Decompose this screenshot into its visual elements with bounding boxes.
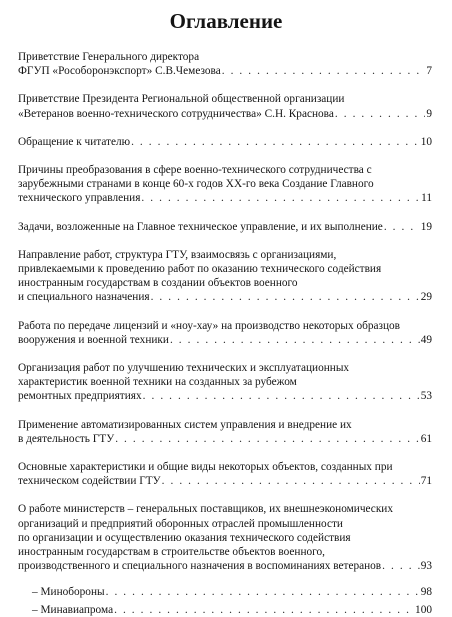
dot-leader [382, 559, 420, 573]
toc-entry-title: «Ветеранов военно-технического сотрудничества» С.Н. Краснова [18, 107, 334, 120]
toc-entry[interactable] [18, 92, 432, 120]
toc-entry-title: ФГУП «Рособоронэкспорт» С.В.Чемезова [18, 65, 221, 78]
toc-entry-title: в деятельность ГТУ [18, 432, 115, 445]
dot-leader [151, 290, 420, 304]
dot-leader [162, 474, 420, 488]
toc-page-number: 19 [420, 220, 432, 233]
toc-page-number: 53 [420, 390, 432, 403]
toc-entry[interactable] [18, 220, 432, 234]
toc-page-number: 9 [426, 107, 432, 120]
dot-leader [115, 432, 420, 446]
toc-entry-line: характеристик военной техники на созданных за рубежом [18, 376, 297, 389]
toc-entry-line: организаций и предприятий оборонных отраслей промышленности [18, 517, 343, 530]
toc-entry[interactable] [18, 361, 432, 404]
toc-entry[interactable] [18, 135, 432, 149]
dot-leader [141, 191, 420, 205]
page-title: Оглавление [169, 9, 283, 33]
toc-entry-title: Обращение к читателю [18, 135, 131, 148]
toc-entry-line: Организация работ по улучшению технических и эксплуатационных [18, 362, 350, 375]
toc-entry-title: технического управления [18, 192, 141, 205]
toc-page-number: 71 [420, 475, 432, 488]
toc-entry[interactable] [18, 460, 432, 488]
toc-entry-line: Направление работ, структура ГТУ, взаимосвязь с организациями, [18, 248, 337, 261]
toc-entry-title: производственного и специального назначения в воспоминаниях ветеранов [18, 560, 382, 573]
toc-entry-title: – Минавиапрома [32, 603, 114, 616]
toc-page-number: 100 [415, 603, 432, 616]
toc-entry-line: Основные характеристики и общие виды некоторых объектов, созданных при [18, 461, 393, 474]
toc-entry-title: ремонтных предприятиях [18, 390, 142, 403]
toc-entry-line: Работа по передаче лицензий и «ноу-хау» на производство некоторых образцов [18, 319, 400, 332]
toc-entry-line: Приветствие Президента Региональной общественной организации [18, 93, 345, 106]
toc-entry-line: иностранным государствам в строительстве объектов военного, [18, 546, 325, 559]
toc-entry-line: Причины преобразования в сфере военно-технического сотрудничества с [18, 164, 372, 177]
toc-entry-line: привлекаемыми к проведению работ по оказанию технического содействия [18, 263, 382, 276]
toc-entry-title: Задачи, возложенные на Главное техническое управление, и их выполнение [18, 220, 383, 233]
toc-page-number: 7 [426, 65, 432, 78]
toc-subentry[interactable] [18, 585, 432, 599]
toc-entry[interactable] [18, 319, 432, 347]
toc-page-number: 61 [420, 432, 432, 445]
toc-entry-line: иностранным государствам в создании объектов военного [18, 277, 298, 290]
dot-leader [384, 220, 420, 234]
toc-entry[interactable] [18, 502, 432, 573]
toc-subentry[interactable] [18, 603, 432, 617]
toc-page-number: 10 [420, 135, 432, 148]
dot-leader [114, 603, 414, 617]
toc-entry-line: зарубежными странами в конце 60-х годов XX-го века Создание Главного [18, 178, 374, 191]
toc-entry-title: – Минобороны [32, 586, 105, 599]
dot-leader [131, 135, 420, 149]
toc-entry-line: Приветствие Генерального директора [18, 51, 200, 63]
toc-entry-line: Применение автоматизированных систем управления и внедрение их [18, 418, 352, 431]
dot-leader [143, 389, 420, 403]
toc-entry-title: техническом содействии ГТУ [18, 475, 161, 488]
toc-entry-line: О работе министерств – генеральных поставщиков, их внешнеэкономических [18, 503, 393, 516]
toc-entry-line: по организации и осуществлению оказания технического содействия [18, 531, 351, 544]
toc-entry[interactable] [18, 418, 432, 446]
toc-page-number: 49 [420, 333, 432, 346]
dot-leader [335, 107, 425, 121]
dot-leader [222, 64, 426, 78]
toc-page-number: 29 [420, 291, 432, 304]
toc-entry-title: и специального назначения [18, 291, 150, 304]
table-of-contents [18, 50, 432, 617]
toc-entry[interactable] [18, 163, 432, 206]
toc-entry[interactable] [18, 50, 432, 78]
toc-page-number: 11 [421, 192, 432, 205]
toc-entry-title: вооружения и военной техники [18, 333, 169, 346]
dot-leader [170, 333, 420, 347]
dot-leader [106, 585, 420, 599]
toc-page-number: 93 [420, 560, 432, 573]
toc-entry[interactable] [18, 248, 432, 305]
toc-page-number: 98 [420, 586, 432, 599]
